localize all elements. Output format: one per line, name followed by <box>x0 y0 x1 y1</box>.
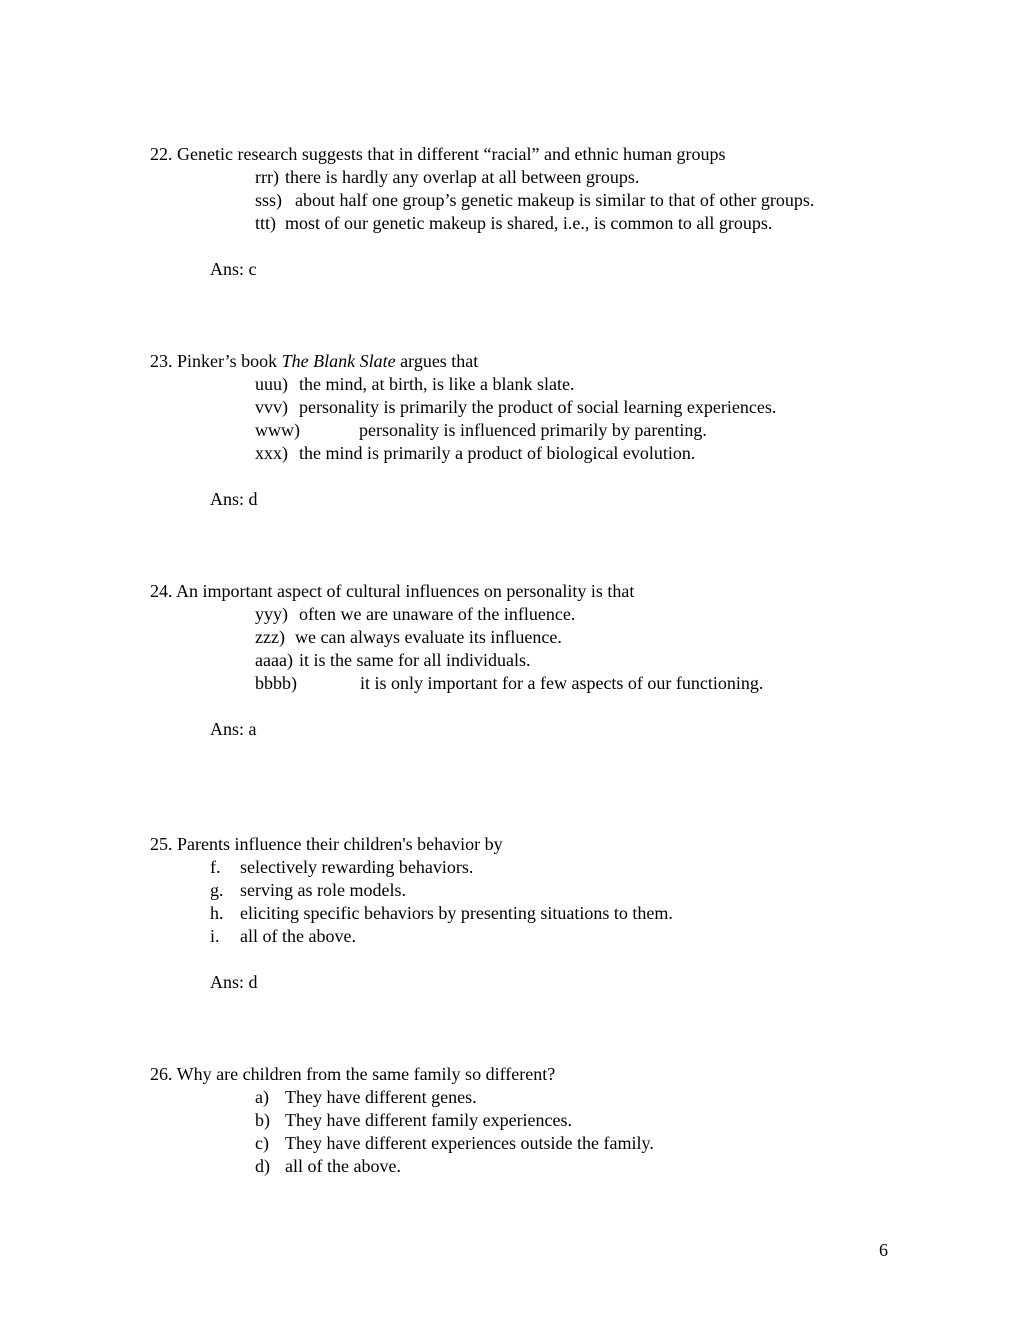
question-stem: 25. Parents influence their children's behavior by <box>150 834 503 854</box>
option-label: vvv) <box>255 397 288 417</box>
option-text: the mind, at birth, is like a blank slate. <box>299 374 575 394</box>
option-text: personality is influenced primarily by parenting. <box>359 420 707 440</box>
option-text: it is only important for a few aspects of our functioning. <box>360 673 764 693</box>
answer-option <box>150 879 950 902</box>
option-label: b) <box>255 1110 270 1130</box>
question-stem: 22. Genetic research suggests that in different “racial” and ethnic human groups <box>150 144 726 164</box>
option-text: often we are unaware of the influence. <box>299 604 576 624</box>
option-label: h. <box>210 903 224 923</box>
option-text: most of our genetic makeup is shared, i.e., is common to all groups. <box>285 213 773 233</box>
option-text: selectively rewarding behaviors. <box>240 857 474 877</box>
question-23 <box>150 350 950 511</box>
answer-option <box>150 1109 950 1132</box>
option-text: about half one group’s genetic makeup is similar to that of other groups. <box>295 190 815 210</box>
option-label: yyy) <box>255 604 288 624</box>
answer-key: Ans: d <box>210 972 258 992</box>
option-text: serving as role models. <box>240 880 406 900</box>
question-25 <box>150 833 950 994</box>
option-text: They have different experiences outside the family. <box>285 1133 654 1153</box>
answer-option <box>150 672 950 695</box>
option-text: the mind is primarily a product of biological evolution. <box>299 443 696 463</box>
option-label: uuu) <box>255 374 288 394</box>
option-label: a) <box>255 1087 269 1107</box>
answer-option <box>150 1132 950 1155</box>
option-label: c) <box>255 1133 269 1153</box>
question-stem: 26. Why are children from the same family so different? <box>150 1064 556 1084</box>
question-24 <box>150 580 950 741</box>
stem-text: argues that <box>395 351 479 371</box>
option-text: we can always evaluate its influence. <box>295 627 562 647</box>
answer-option <box>150 189 950 212</box>
page-number: 6 <box>879 1240 888 1260</box>
answer-option <box>150 925 950 948</box>
answer-option <box>150 603 950 626</box>
answer-option <box>150 1086 950 1109</box>
answer-option <box>150 1155 950 1178</box>
stem-text: 23. Pinker’s book <box>150 351 282 371</box>
option-label: i. <box>210 926 220 946</box>
answer-option <box>150 649 950 672</box>
answer-option <box>150 902 950 925</box>
question-stem: 24. An important aspect of cultural influences on personality is that <box>150 581 635 601</box>
option-label: zzz) <box>255 627 285 647</box>
option-label: f. <box>210 857 221 877</box>
option-text: all of the above. <box>240 926 356 946</box>
option-text: personality is primarily the product of social learning experiences. <box>299 397 777 417</box>
option-text: all of the above. <box>285 1156 401 1176</box>
option-label: ttt) <box>255 213 276 233</box>
answer-option <box>150 442 950 465</box>
answer-option <box>150 212 950 235</box>
question-stem <box>150 350 950 373</box>
question-22 <box>150 143 950 281</box>
option-text: They have different family experiences. <box>285 1110 573 1130</box>
question-26 <box>150 1063 950 1178</box>
option-text: They have different genes. <box>285 1087 477 1107</box>
answer-option <box>150 856 950 879</box>
option-text: it is the same for all individuals. <box>299 650 531 670</box>
answer-key: Ans: a <box>210 719 257 739</box>
option-text: there is hardly any overlap at all between groups. <box>285 167 640 187</box>
option-label: www) <box>255 420 300 440</box>
option-text: eliciting specific behaviors by presenting situations to them. <box>240 903 673 923</box>
option-label: rrr) <box>255 167 279 187</box>
answer-option <box>150 166 950 189</box>
answer-option <box>150 373 950 396</box>
answer-option <box>150 419 950 442</box>
option-label: sss) <box>255 190 283 210</box>
answer-option <box>150 626 950 649</box>
option-label: bbbb) <box>255 673 297 693</box>
option-label: xxx) <box>255 443 288 463</box>
answer-option <box>150 396 950 419</box>
option-label: d) <box>255 1156 270 1176</box>
option-label: aaaa) <box>255 650 293 670</box>
answer-key: Ans: c <box>210 259 257 279</box>
option-label: g. <box>210 880 224 900</box>
book-title: The Blank Slate <box>281 351 396 371</box>
answer-key: Ans: d <box>210 489 258 509</box>
